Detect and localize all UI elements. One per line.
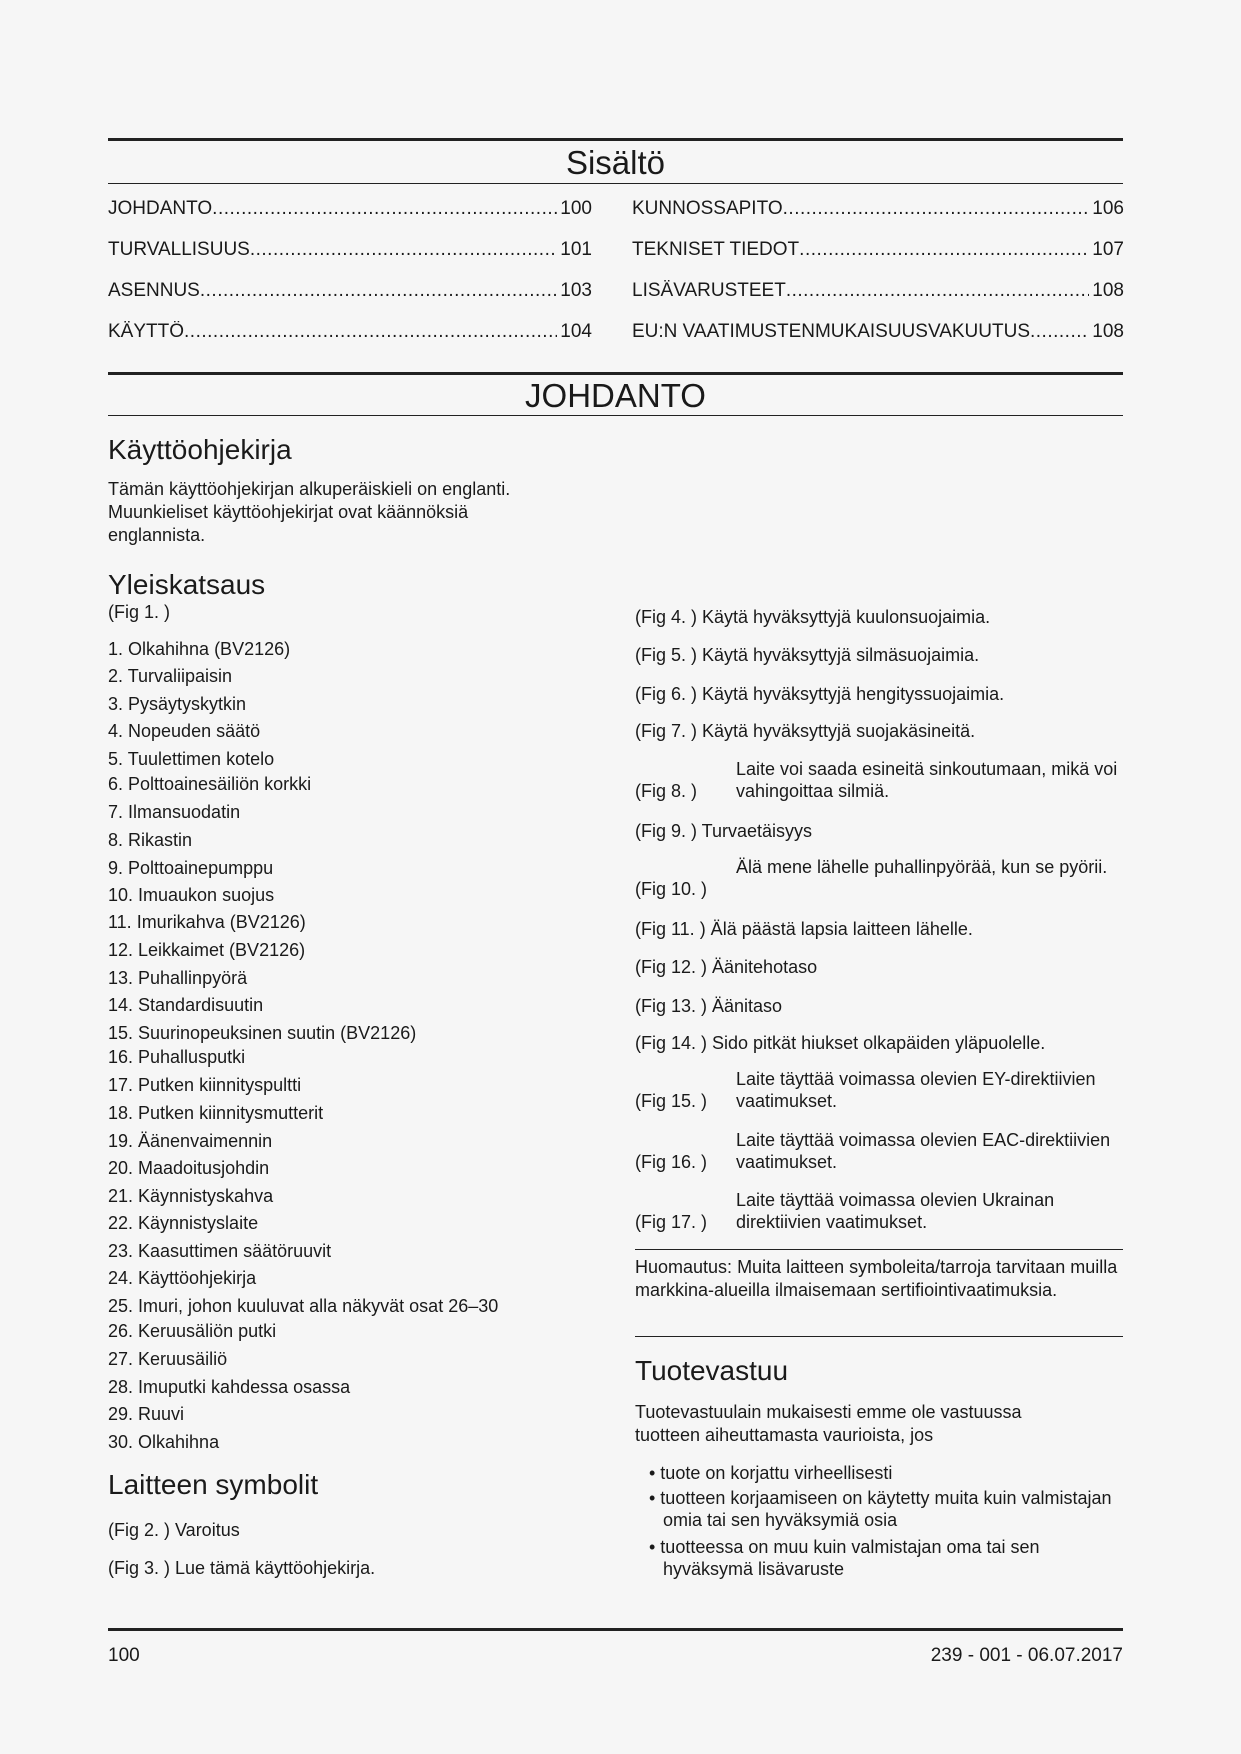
toc-entry-introduction[interactable]: JOHDANTO ..... 100 — [108, 198, 592, 220]
list-item: 12. Leikkaimet (BV2126) — [108, 940, 306, 960]
section-title-rule — [108, 415, 1123, 416]
symbols-heading: Laitteen symbolit — [108, 1469, 319, 1500]
list-item: 29. Ruuvi — [108, 1404, 185, 1424]
list-item: 27. Keruusäiliö — [108, 1349, 228, 1369]
list-item: 7. Ilmansuodatin — [108, 802, 241, 822]
toc-entry-accessories[interactable]: LISÄVARUSTEET ..... 108 — [632, 280, 1124, 302]
list-item: 20. Maadoitusjohdin — [108, 1158, 270, 1178]
list-item: 18. Putken kiinnitysmutterit — [108, 1103, 324, 1123]
symbol-item: (Fig 11. ) Älä päästä lapsia laitteen lähelle. — [635, 919, 973, 939]
section-top-rule — [108, 372, 1123, 375]
list-item: • tuotteessa on muu kuin valmistajan oma tai sen hyväksymä lisävaruste — [649, 1537, 1040, 1579]
toc-entry-installation[interactable]: ASENNUS ..... 103 — [108, 280, 592, 302]
contents-title-rule — [108, 183, 1123, 184]
list-item: 11. Imurikahva (BV2126) — [108, 912, 306, 932]
footer-rule — [108, 1628, 1123, 1631]
list-item: 17. Putken kiinnityspultti — [108, 1075, 302, 1095]
list-item: 6. Polttoainesäiliön korkki — [108, 774, 312, 794]
list-item: 4. Nopeuden säätö — [108, 721, 261, 741]
toc-entry-eu-declaration[interactable]: EU:N VAATIMUSTENMUKAISUUSVAKUUTUS ..... 108 — [632, 321, 1124, 343]
list-item: 10. Imuaukon suojus — [108, 885, 275, 905]
list-item: 21. Käynnistyskahva — [108, 1186, 274, 1206]
list-item: 22. Käynnistyslaite — [108, 1213, 259, 1233]
symbol-item: (Fig 17. ) Laite täyttää voimassa olevien Ukrainan direktiivien vaatimukset. — [635, 1190, 1055, 1232]
list-item: 9. Polttoainepumppu — [108, 858, 274, 878]
list-item: 16. Puhallusputki — [108, 1047, 246, 1067]
contents-title: Sisältö — [565, 144, 666, 181]
symbol-item: (Fig 7. ) Käytä hyväksyttyjä suojakäsineitä. — [635, 721, 976, 741]
note-top-rule — [635, 1249, 1123, 1250]
list-item: 26. Keruusäliön putki — [108, 1321, 277, 1341]
liability-heading: Tuotevastuu — [635, 1355, 789, 1386]
toc-entry-technical-data[interactable]: TEKNISET TIEDOT ..... 107 — [632, 239, 1124, 261]
symbol-item: (Fig 4. ) Käytä hyväksyttyjä kuulonsuojaimia. — [635, 607, 991, 627]
toc-entry-maintenance[interactable]: KUNNOSSAPITO ..... 106 — [632, 198, 1124, 220]
list-item: 23. Kaasuttimen säätöruuvit — [108, 1241, 332, 1261]
list-item: 1. Olkahihna (BV2126) — [108, 639, 291, 659]
list-item: 8. Rikastin — [108, 830, 193, 850]
note-bottom-rule — [635, 1336, 1123, 1337]
list-item: 14. Standardisuutin — [108, 995, 264, 1015]
symbol-item: (Fig 10. ) Älä mene lähelle puhallinpyörää, kun se pyörii. — [635, 857, 1108, 899]
note-text: Muita laitteen symboleita/tarroja tarvitaan muilla markkina-alueilla ilmaisemaan sertifiointivaatimuksia. — [635, 1257, 1118, 1300]
symbol-item: (Fig 12. ) Äänitehotaso — [635, 957, 818, 977]
list-item: 2. Turvaliipaisin — [108, 666, 233, 686]
list-item: 25. Imuri, johon kuuluvat alla näkyvät osat 26–30 — [108, 1296, 499, 1316]
symbol-item: (Fig 14. ) Sido pitkät hiukset olkapäiden yläpuolelle. — [635, 1033, 1046, 1053]
symbol-item: (Fig 3. ) Lue tämä käyttöohjekirja. — [108, 1558, 376, 1578]
list-item: 13. Puhallinpyörä — [108, 968, 248, 988]
list-item: 5. Tuulettimen kotelo — [108, 749, 275, 769]
note-label: Huomautus: — [635, 1257, 733, 1277]
manual-text: Tämän käyttöohjekirjan alkuperäiskieli on englanti. Muunkieliset käyttöohjekirjat ovat käännöksiä englannista. — [108, 479, 511, 545]
list-item: • tuotteen korjaamiseen on käytetty muita kuin valmistajan omia tai sen hyväksymiä osia — [649, 1488, 1112, 1530]
symbol-item: (Fig 6. ) Käytä hyväksyttyjä hengityssuojaimia. — [635, 684, 1005, 704]
overview-fig-ref: (Fig 1. ) — [108, 602, 171, 622]
top-rule — [108, 138, 1123, 141]
list-item: • tuote on korjattu virheellisesti — [649, 1463, 893, 1483]
symbol-item: (Fig 5. ) Käytä hyväksyttyjä silmäsuojaimia. — [635, 645, 980, 665]
list-item: 28. Imuputki kahdessa osassa — [108, 1377, 351, 1397]
symbol-item: (Fig 9. ) Turvaetäisyys — [635, 821, 813, 841]
toc-entry-safety[interactable]: TURVALLISUUS ..... 101 — [108, 239, 592, 261]
overview-heading: Yleiskatsaus — [108, 569, 266, 600]
toc-entry-operation[interactable]: KÄYTTÖ ..... 104 — [108, 321, 592, 343]
liability-intro: Tuotevastuulain mukaisesti emme ole vastuussa tuotteen aiheuttamasta vaurioista, jos — [635, 1402, 1022, 1445]
list-item: 15. Suurinopeuksinen suutin (BV2126) — [108, 1023, 417, 1043]
document-code: 239 - 001 - 06.07.2017 — [930, 1645, 1123, 1666]
symbol-item: (Fig 15. ) Laite täyttää voimassa olevien EY-direktiivien vaatimukset. — [635, 1069, 1096, 1111]
page-number: 100 — [108, 1645, 140, 1666]
symbol-item: (Fig 16. ) Laite täyttää voimassa olevien EAC-direktiivien vaatimukset. — [635, 1130, 1111, 1172]
note — [635, 1256, 1123, 1302]
symbol-item: (Fig 2. ) Varoitus — [108, 1520, 240, 1540]
section-title: JOHDANTO — [525, 377, 706, 414]
list-item: 30. Olkahihna — [108, 1432, 220, 1452]
manual-heading: Käyttöohjekirja — [108, 434, 292, 465]
list-item: 24. Käyttöohjekirja — [108, 1268, 257, 1288]
list-item: 19. Äänenvaimennin — [108, 1131, 273, 1151]
list-item: 3. Pysäytyskytkin — [108, 694, 247, 714]
symbol-item: (Fig 8. ) Laite voi saada esineitä sinkoutumaan, mikä voi vahingoittaa silmiä. — [635, 759, 1118, 801]
symbol-item: (Fig 13. ) Äänitaso — [635, 996, 783, 1016]
